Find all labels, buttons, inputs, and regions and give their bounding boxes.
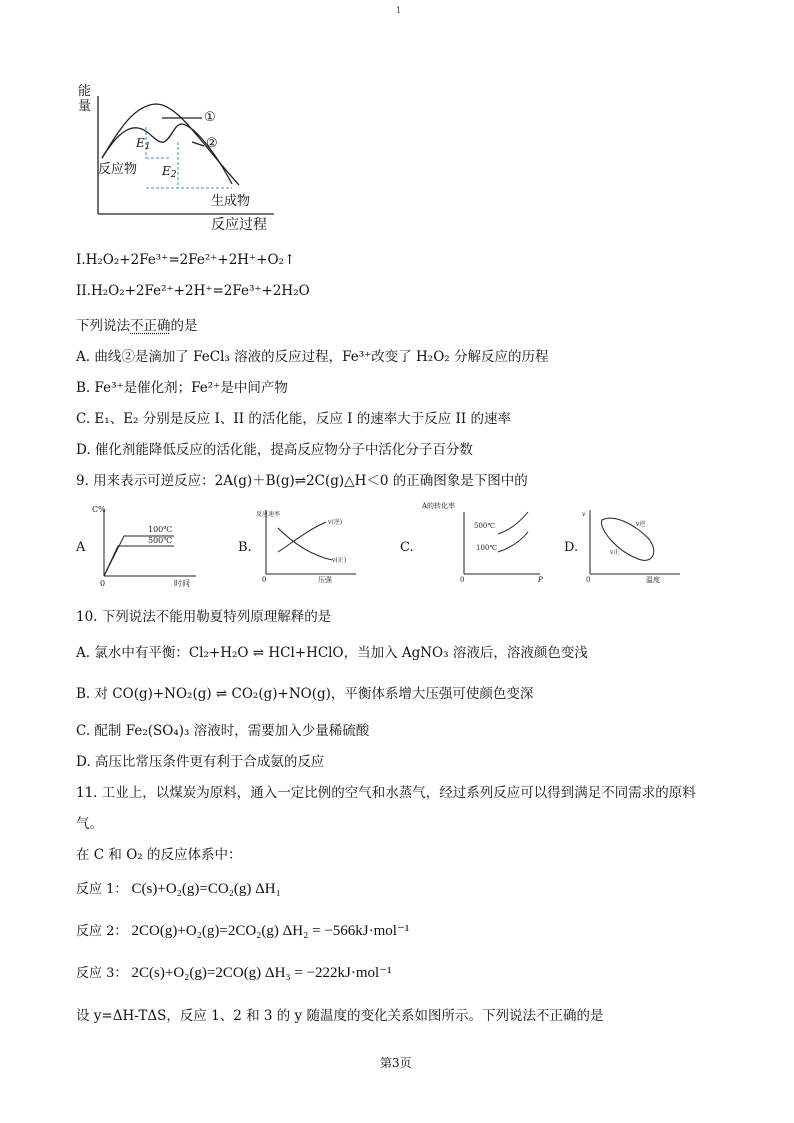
- q8-reaction-1: I.H₂O₂+2Fe³⁺=2Fe²⁺+2H⁺+O₂↑: [76, 252, 296, 268]
- q9-option-c-label: C.: [400, 540, 414, 555]
- graph-b-series-1: v(逆): [328, 519, 343, 526]
- product-label: 生成物: [211, 194, 251, 209]
- q10-option-a: A. 氯水中有平衡：Cl₂+H₂O ⇌ HCl+HClO，当加入 AgNO₃ 溶液后，溶液颜色变浅: [76, 645, 588, 661]
- q8-stem: [76, 314, 198, 334]
- q8-option-d: D. 催化剂能降低反应的活化能，提高反应物分子中活化分子百分数: [76, 442, 473, 458]
- q8-reaction-2: II.H₂O₂+2Fe²⁺+2H⁺=2Fe³⁺+2H₂O: [76, 283, 310, 299]
- curve-2-label: ②: [206, 136, 218, 151]
- graph-c-origin: 0: [460, 576, 465, 584]
- e2-letter: E: [162, 164, 171, 178]
- q11-last-line: 设 y=ΔH-TΔS，反应 1、2 和 3 的 y 随温度的变化关系如图所示。下列说法不正确的是: [76, 1008, 604, 1024]
- curve-1-label: ①: [204, 110, 216, 125]
- q8-option-a: A. 曲线②是滴加了 FeCl₃ 溶液的反应过程，Fe³⁺改变了 H₂O₂ 分解反应的历程: [76, 349, 549, 365]
- e1-letter: E: [136, 136, 145, 150]
- graph-d-xlabel: 温度: [646, 576, 660, 584]
- graph-b-ylabel: 反应速率: [256, 511, 281, 518]
- graph-a-ylabel: C%: [92, 505, 106, 514]
- graph-b-origin: 0: [262, 576, 267, 584]
- graph-b-xlabel: 压强: [318, 576, 332, 584]
- q9-graph-c: [418, 498, 548, 584]
- reaction-2-label: 反应 2：: [76, 924, 128, 939]
- graph-b-series-2: v(正): [332, 557, 347, 564]
- q9-graph-b: [256, 504, 366, 584]
- q8-stem-start: 下列说法: [76, 318, 130, 334]
- e1-subscript: 1: [144, 142, 151, 152]
- e1-label: [136, 136, 151, 152]
- e2-label: [162, 164, 177, 180]
- q9-graph-a: [92, 500, 202, 590]
- graph-c-label-100: 100℃: [476, 544, 498, 552]
- graph-c-label-500: 500℃: [474, 522, 496, 530]
- reactant-label: 反应物: [98, 162, 138, 177]
- graph-a-origin: 0: [100, 579, 106, 588]
- graph-a-xlabel: 时间: [174, 579, 190, 588]
- graph-c-ylabel: A的转化率: [422, 502, 456, 510]
- curve-2-pointer: [192, 142, 204, 146]
- reaction-1-label: 反应 1：: [76, 882, 128, 897]
- q11-system: 在 C 和 O₂ 的反应体系中：: [76, 847, 242, 863]
- graph-d-series-1: v逆: [636, 521, 646, 528]
- graph-c-xlabel: P: [538, 576, 543, 584]
- q8-stem-end: 的是: [170, 318, 198, 334]
- reaction-2-equation: 2CO(g)+O₂(g)=2CO₂(g) ΔH₂ = −566kJ·mol⁻¹: [131, 923, 410, 939]
- reaction-3-equation: 2C(s)+O₂(g)=2CO(g) ΔH₃ = −222kJ·mol⁻¹: [131, 965, 392, 981]
- graph-d-series-2: v正: [610, 549, 620, 556]
- q8-option-b: B. Fe³⁺是催化剂；Fe²⁺是中间产物: [76, 380, 288, 396]
- q11-reaction-3: [76, 962, 392, 982]
- q11-stem-line-2: 气。: [76, 816, 103, 832]
- q9-graph-d: [580, 504, 690, 584]
- q10-option-c: C. 配制 Fe₂(SO₄)₃ 溶液时，需要加入少量稀硫酸: [76, 723, 370, 739]
- q9-stem: 9. 用来表示可逆反应：2A(g)＋B(g)⇌2C(g)△H＜0 的正确图象是下图中的: [76, 473, 528, 489]
- q8-option-c: C. E₁、E₂ 分别是反应 I、II 的活化能，反应 I 的速率大于反应 II 的速率: [76, 411, 511, 427]
- graph-a-label-500: 500℃: [148, 536, 173, 545]
- page-marker: 1: [396, 6, 402, 15]
- energy-x-label: 反应过程: [211, 217, 267, 233]
- q9-option-a-label: A: [76, 540, 86, 555]
- q8-stem-emphasis: 不正确: [130, 318, 171, 334]
- page-number: 第3页: [380, 1056, 412, 1070]
- q11-reaction-1: [76, 878, 281, 898]
- q9-option-d-label: D.: [564, 540, 579, 555]
- graph-d-origin: 0: [586, 576, 591, 584]
- reaction-1-equation: C(s)+O₂(g)=CO₂(g) ΔH₁: [131, 881, 281, 897]
- reaction-3-label: 反应 3：: [76, 966, 128, 981]
- e2-subscript: 2: [170, 170, 177, 180]
- q10-option-b: B. 对 CO(g)+NO₂(g) ⇌ CO₂(g)+NO(g)，平衡体系增大压强可使颜色变深: [76, 686, 534, 702]
- q9-option-b-label: B.: [238, 540, 252, 555]
- q10-stem: 10. 下列说法不能用勒夏特列原理解释的是: [76, 609, 332, 625]
- graph-d-ylabel: v: [582, 511, 586, 518]
- energy-y-label: 能量: [78, 84, 92, 114]
- graph-a-label-100: 100℃: [148, 525, 173, 534]
- q11-reaction-2: [76, 920, 409, 940]
- q11-stem-line-1: 11. 工业上，以煤炭为原料，通入一定比例的空气和水蒸气，经过系列反应可以得到满足不同需求的原料: [76, 785, 696, 801]
- q10-option-d: D. 高压比常压条件更有利于合成氨的反应: [76, 754, 325, 770]
